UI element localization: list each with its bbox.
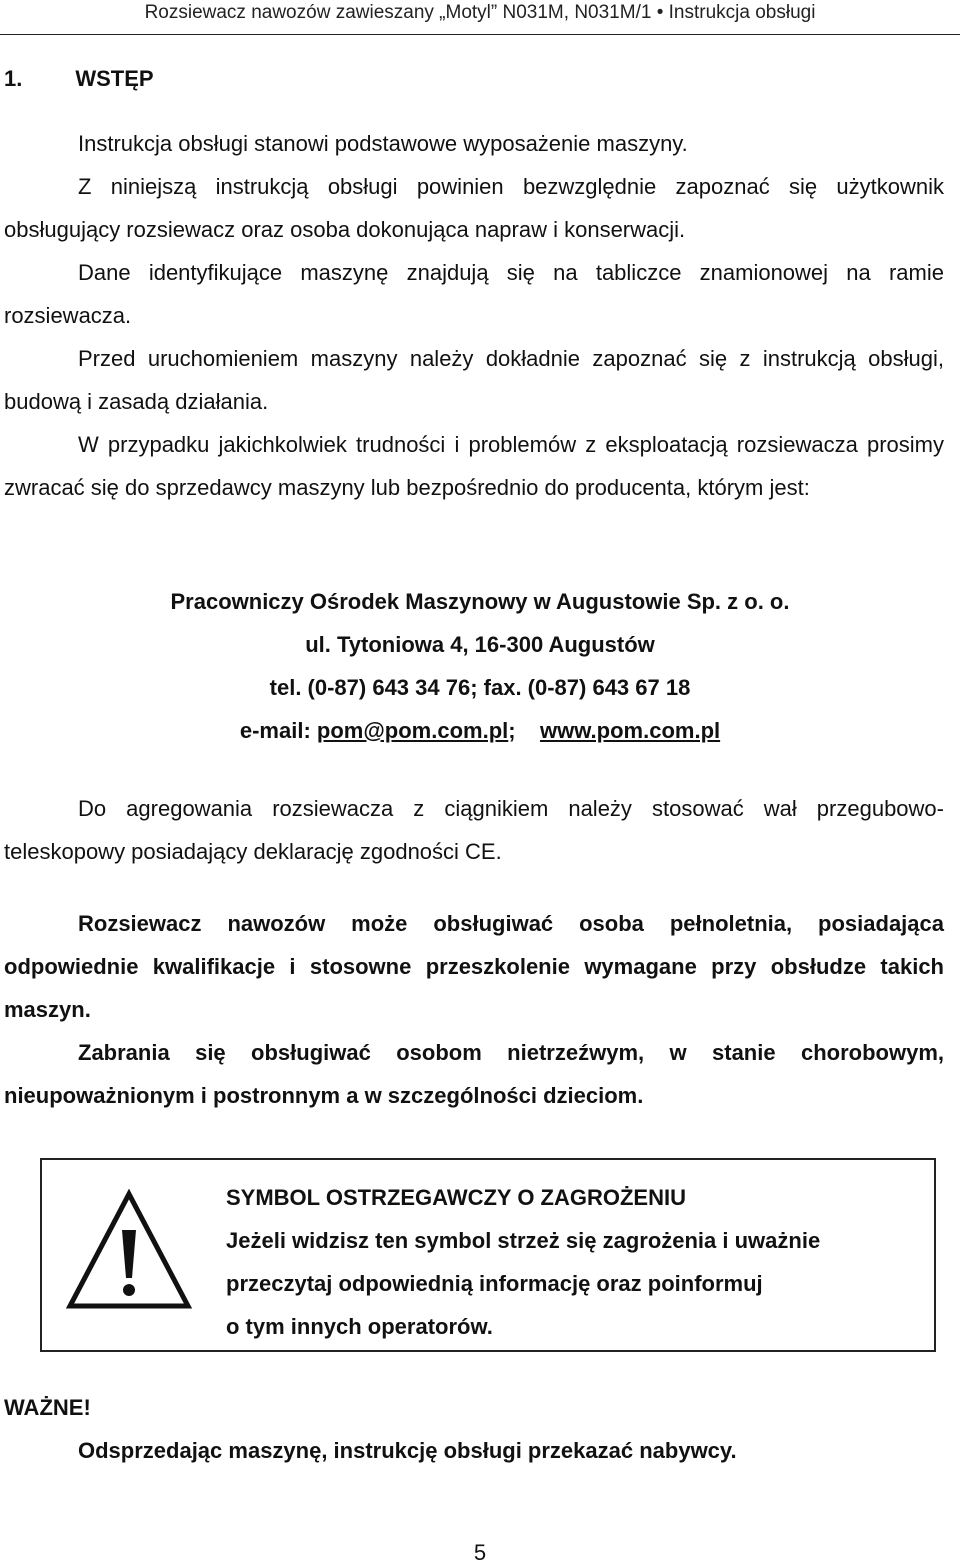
warning-title: SYMBOL OSTRZEGAWCZY O ZAGROŻENIU <box>226 1185 686 1210</box>
email-link[interactable]: pom@pom.com.pl <box>316 718 509 743</box>
section-number: 1. <box>4 66 23 91</box>
paragraph-contact-producer: W przypadku jakichkolwiek trudności i problemów z eksploatacją rozsiewacza prosimy zwracać się do sprzedawcy maszyny lub bezpośrednio do producenta, którym jest: <box>4 432 944 500</box>
company-name: Pracowniczy Ośrodek Maszynowy w Augustowie Sp. z o. o. <box>170 589 790 614</box>
header-subtitle: Instrukcja obsługi <box>668 2 816 23</box>
important-text: Odsprzedając maszynę, instrukcję obsługi przekazać nabywcy. <box>78 1438 737 1463</box>
paragraph-intro: Instrukcja obsługi stanowi podstawowe wyposażenie maszyny. <box>78 131 688 156</box>
warning-line: o tym innych operatorów. <box>226 1314 493 1339</box>
company-address: ul. Tytoniowa 4, 16-300 Augustów <box>305 632 655 657</box>
warning-triangle-icon <box>64 1188 194 1312</box>
bullet-icon: • <box>656 2 664 23</box>
company-online <box>0 709 960 752</box>
paragraph-prohibitions: Zabrania się obsługiwać osobom nietrzeźwym, w stanie chorobowym, nieupoważnionym i postronnym a w szczególności dzieciom. <box>4 1040 944 1108</box>
warning-line: przeczytaj odpowiednią informację oraz poinformuj <box>226 1271 763 1296</box>
header-divider <box>0 34 960 35</box>
website-link[interactable]: www.pom.com.pl <box>540 718 721 743</box>
important-label: WAŻNE! <box>4 1395 91 1420</box>
paragraph-before-start: Przed uruchomieniem maszyny należy dokładnie zapoznać się z instrukcją obsługi, budową i zasadą działania. <box>4 346 944 414</box>
paragraph-nameplate: Dane identyfikujące maszynę znajdują się na tabliczce znamionowej na ramie rozsiewacza. <box>4 260 944 328</box>
warning-line: Jeżeli widzisz ten symbol strzeż się zagrożenia i uważnie <box>226 1228 821 1253</box>
paragraph-pto-shaft: Do agregowania rozsiewacza z ciągnikiem należy stosować wał przegubowo-teleskopowy posiadający deklarację zgodności CE. <box>4 796 944 864</box>
company-phone: tel. (0-87) 643 34 76; fax. (0-87) 643 67 18 <box>269 675 691 700</box>
producer-contact <box>0 580 960 752</box>
page-number: 5 <box>473 1540 487 1565</box>
page-header <box>0 0 960 34</box>
header-title: Rozsiewacz nawozów zawieszany „Motyl” N031M, N031M/1 <box>144 2 652 23</box>
paragraph-operator-requirements: Rozsiewacz nawozów może obsługiwać osoba pełnoletnia, posiadająca odpowiednie kwalifikacje i stosowne przeszkolenie wymagane przy obsłudze takich maszyn. <box>4 911 944 1022</box>
contact-separator: ; <box>508 718 516 743</box>
paragraph-read-manual: Z niniejszą instrukcją obsługi powinien bezwzględnie zapoznać się użytkownik obsługujący rozsiewacz oraz osoba dokonująca napraw i konserwacji. <box>4 174 944 242</box>
warning-box <box>40 1158 936 1352</box>
section-title: WSTĘP <box>75 66 154 91</box>
email-label: e-mail: <box>239 718 311 743</box>
warning-text <box>226 1176 926 1348</box>
section-heading <box>4 64 154 94</box>
